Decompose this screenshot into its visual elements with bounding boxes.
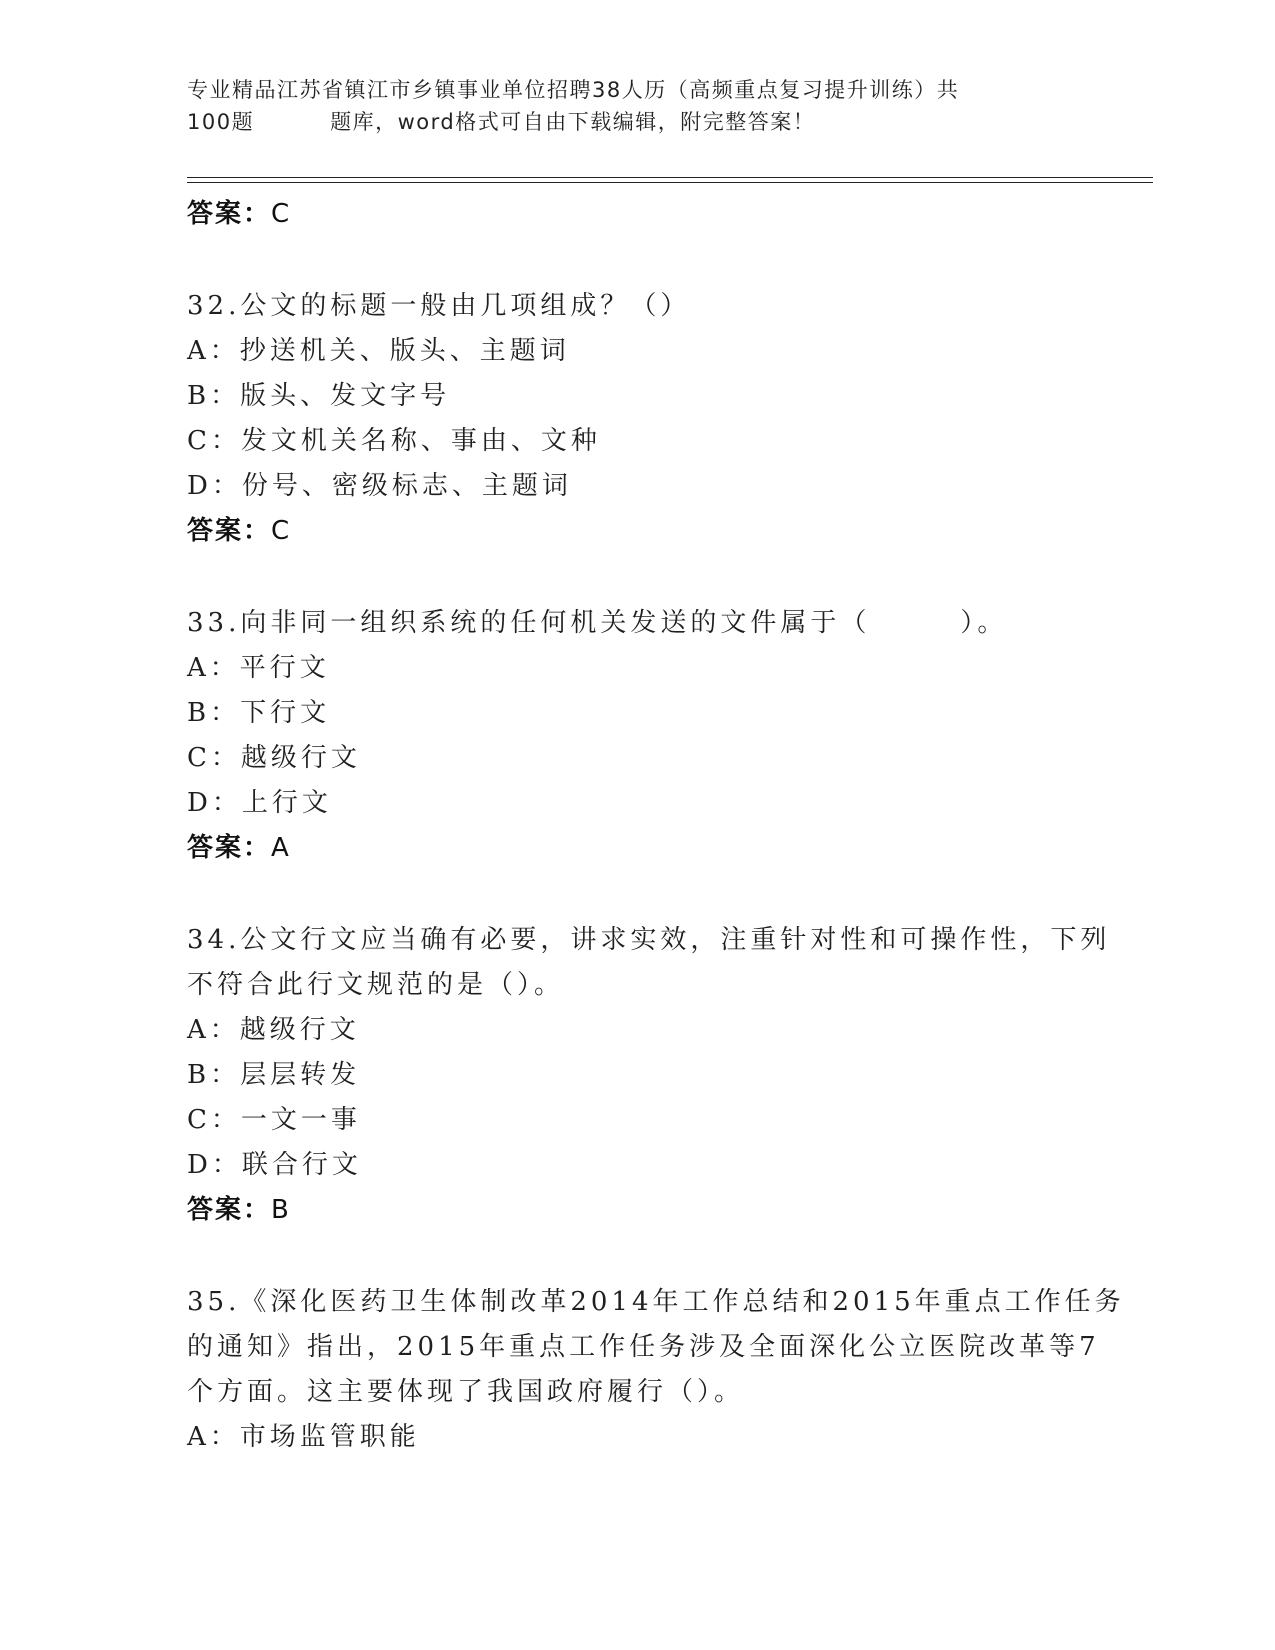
- option-a: A：越级行文: [187, 1015, 360, 1045]
- document-header: [187, 74, 1057, 138]
- header-line-1: 专业精品江苏省镇江市乡镇事业单位招聘38人历（高频重点复习提升训练）共: [187, 78, 960, 102]
- question-stem: 32.公文的标题一般由几项组成？（）: [187, 291, 691, 321]
- answer-value: C: [271, 516, 292, 546]
- option-c: C：越级行文: [187, 743, 361, 773]
- question-35: [187, 1280, 1125, 1460]
- answer-label: 答案：: [187, 833, 272, 863]
- header-count: 100题: [187, 110, 255, 134]
- option-a: A：抄送机关、版头、主题词: [187, 336, 570, 366]
- header-rule-thin: [187, 177, 1153, 178]
- option-b: B：版头、发文字号: [187, 381, 451, 411]
- header-rule-thick: [187, 182, 1153, 183]
- answer: [187, 1188, 1087, 1233]
- option-d: D：份号、密级标志、主题词: [187, 471, 572, 501]
- answer-value: B: [271, 1195, 291, 1225]
- answer-label: 答案：: [187, 1195, 272, 1225]
- option-b: B：下行文: [187, 698, 331, 728]
- question-34: [187, 918, 1111, 1233]
- option-c: C：一文一事: [187, 1105, 361, 1135]
- option-d: D：上行文: [187, 788, 332, 818]
- question-stem: 33.向非同一组织系统的任何机关发送的文件属于（ ）。: [187, 608, 1008, 638]
- question-stem-line-2: 不符合此行文规范的是（）。: [187, 970, 565, 1000]
- question-32: [187, 284, 1087, 554]
- question-stem-line-1: 34.公文行文应当确有必要，讲求实效，注重针对性和可操作性，下列: [187, 925, 1111, 955]
- header-description: 题库，word格式可自由下载编辑，附完整答案！: [330, 110, 816, 134]
- option-a: A：平行文: [187, 653, 330, 683]
- question-stem-line-2: 的通知》指出，2015年重点工作任务涉及全面深化公立医院改革等7: [187, 1332, 1100, 1362]
- question-stem-line-1: 35.《深化医药卫生体制改革2014年工作总结和2015年重点工作任务: [187, 1287, 1125, 1317]
- header-line-2: [187, 106, 1057, 138]
- answer-value: A: [271, 833, 291, 863]
- question-33: [187, 601, 1087, 871]
- answer-value: C: [271, 199, 292, 229]
- question-list: [187, 192, 1125, 1460]
- question-stem-line-3: 个方面。这主要体现了我国政府履行（）。: [187, 1377, 745, 1407]
- prev-answer: [187, 192, 1087, 237]
- option-b: B：层层转发: [187, 1060, 361, 1090]
- answer-label: 答案：: [187, 199, 272, 229]
- option-a: A：市场监管职能: [187, 1422, 420, 1452]
- answer-label: 答案：: [187, 516, 272, 546]
- option-d: D：联合行文: [187, 1150, 362, 1180]
- answer: [187, 826, 1087, 871]
- option-c: C：发文机关名称、事由、文种: [187, 426, 601, 456]
- answer: [187, 509, 1087, 554]
